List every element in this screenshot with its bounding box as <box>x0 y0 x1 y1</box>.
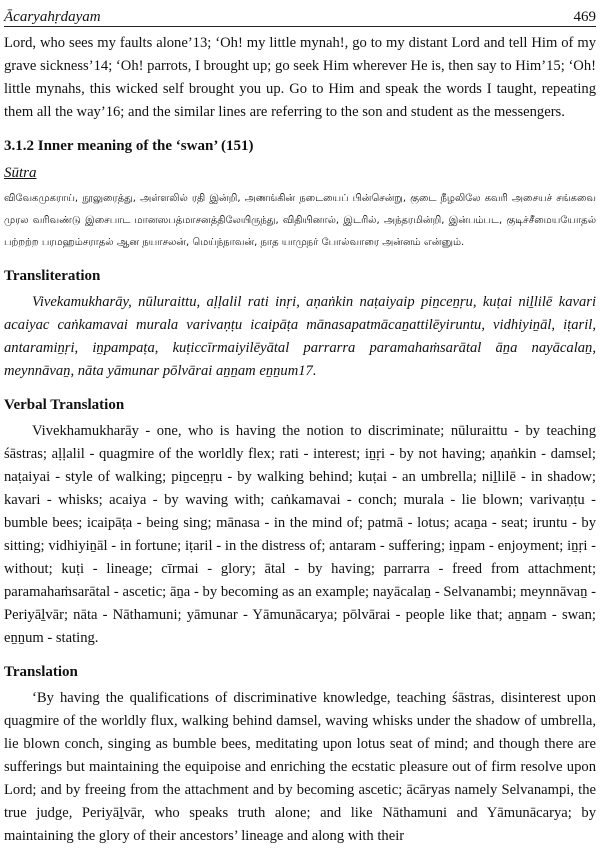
translation-heading: Translation <box>4 664 78 680</box>
verbal-translation-heading: Verbal Translation <box>4 397 125 413</box>
translation-text: ‘By having the qualifications of discriminative knowledge, teaching śāstras, disinterest upon quagmire of the worldly flux, walking behind damsel, waving whisks under the shadow of umbrella, lie blown conch, singing as bumble bees, meditating upon lotus seat of mind; and though there are sufferings but maintaining the equipoise and enriching the ecstatic pleasure out of firm resolve upon Lord; and by freeing from the attachment and by becoming ascetic; ācāryas namely Selvanampi, the true judge, Periyāḻvār, who speaks truth alone; and like Nāthamuni and Yāmunācarya; by maintaining the glory of their ancestors’ lineage and along with their <box>4 690 596 844</box>
running-header <box>4 2 596 27</box>
section-heading: 3.1.2 Inner meaning of the ‘swan’ (151) <box>4 138 254 154</box>
page-number: 469 <box>573 9 596 25</box>
sutra-heading: Sūtra <box>4 165 37 181</box>
running-title: Ācaryahṛdayam <box>4 9 101 25</box>
transliteration-text: Vivekamukharāy, nūluraittu, aḷḷalil rati inṛi, aṇaṅkin naṭaiyaip piṉceṉṛu, kuṭai niḻlilē kavari acaiyac caṅkamavai murala varivaṇṭu icaipāṭa mānasapatmācaṉattilēyiruntu, vidhiyiṉāl, iṭaril, antaramiṉṛi, iṉpampaṭa, kuṭiccīrmaiyilēyātal parrarra paramahaṁsarātal āṉa nayācalaṉ, meynnāvaṉ, nāta yāmunar pōlvārai aṉṉam eṉṉum17. <box>4 294 596 379</box>
intro-paragraph: Lord, who sees my faults alone’13; ‘Oh! my little mynah!, go to my distant Lord and tell Him of my grave sickness’14; ‘Oh! parrots, I brought up; go seek Him wherever He is, then say to Him’15; ‘Oh! little mynahs, this wicked self brought you up. Go to Him and speak the words I taught, repeating them all the way’16; and the similar lines are referring to the son and student as the messengers. <box>4 35 596 120</box>
transliteration-heading: Transliteration <box>4 268 101 284</box>
page-content <box>4 32 596 848</box>
verbal-translation-text: Vivekhamukharāy - one, who is having the notion to discriminate; nūluraittu - by teaching śāstras; aḷḷalil - quagmire of the worldly flex; rati - interest; iṉṛi - by not having; aṇaṅkin - damsel; naṭaiyai - style of walking; piṉceṉṛu - by walking behind; kuṭai - an umbrella; niḻlilē - in shadow; kavari - whisks; acaiya - by waving with; caṅkamavai - conch; murala - lie blown; varivaṇṭu - bumble bees; icaipāṭa - being sing; mānasa - in the mind of; patmā - lotus; acaṉa - seat; iruntu - by sitting; vidhiyiṉāl - in fortune; iṭaril - in the distress of; antaram - suffering; iṉpam - enjoyment; iṉṛi - without; kuṭi - lineage; cīrmai - glory; ātal - by having; parrarra - freed from attachment; paramahaṁsarātal - ascetic; āṉa - by becoming as an example; nayācalaṉ - Selvanambi; meynnāvaṉ - Periyāḻvār; nāta - Nāthamuni; yāmunar - Yāmunācarya; pōlvārai - people like that; aṉṉam - swan; eṉṉum - stating. <box>4 423 596 646</box>
tamil-sutra-text: விவேகமுகராய், நூலுரைத்து, அள்ளலில் ரதி இன்றி, அணங்கின் நடையைப் பின்சென்று, குடை நீழலிலே கவரி அசையச் சங்கவை முரல வரிவண்டு இசைபாட மானஸபத்மாசனத்திலேயிருந்து, விதியினால், இடரில், அந்தரமின்றி, இன்பம்பட, குடிச்சீமையயோதல் பற்றற்ற பரமஹம்சராதல் ஆன நயாசலன், மெய்ந்நாவன், நாத யாமுநர் போல்வாரை அன்னம் என்னும். <box>4 193 596 248</box>
